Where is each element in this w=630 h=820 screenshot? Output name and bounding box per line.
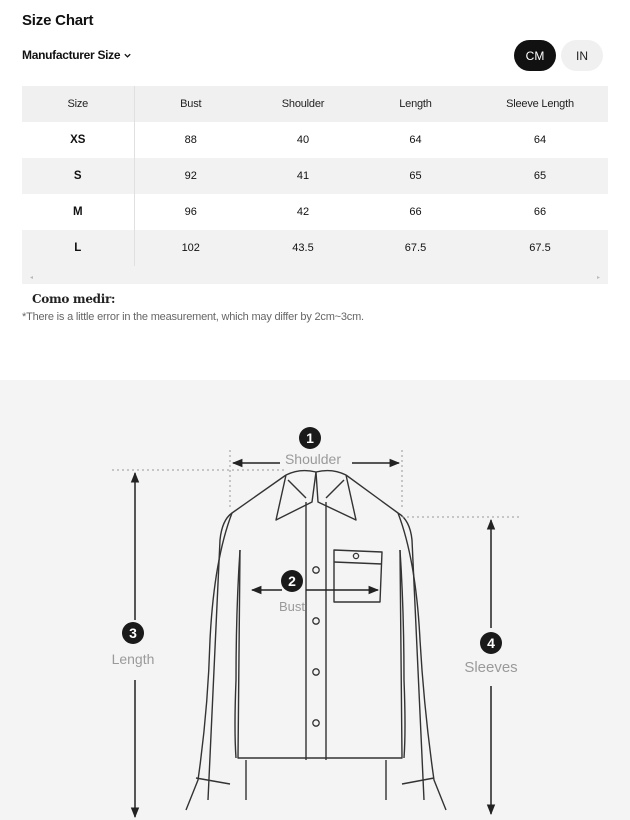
marker-shoulder	[285, 427, 341, 467]
marker-label: Length	[111, 651, 155, 667]
marker-label: Bust	[278, 599, 306, 614]
table-cell: 102	[181, 242, 200, 254]
manufacturer-size-label: Manufacturer Size	[22, 48, 121, 62]
size-table	[22, 86, 609, 266]
column-header: Size	[22, 86, 134, 122]
table-cell: 43.5	[292, 242, 314, 254]
size-cell: XS	[22, 122, 134, 158]
measurement-diagram	[0, 380, 630, 820]
marker-label: Sleeves	[464, 659, 518, 676]
column-header: Length	[399, 98, 432, 110]
table-cell: 65	[533, 170, 547, 182]
table-row	[22, 122, 608, 158]
table-cell: 66	[409, 206, 422, 218]
column-header: Sleeve Length	[506, 98, 574, 110]
column-header: Shoulder	[281, 98, 325, 110]
scroll-right-icon[interactable]: ▸	[596, 274, 600, 281]
table-cell: 96	[184, 206, 197, 218]
shirt-buttons	[313, 553, 359, 726]
table-row	[22, 230, 608, 266]
size-cell: M	[22, 194, 134, 230]
column-header: Bust	[180, 98, 202, 110]
table-cell: 64	[533, 134, 547, 146]
shirt-illustration	[186, 471, 446, 810]
table-cell: 66	[533, 206, 547, 218]
size-cell: L	[22, 230, 134, 266]
horizontal-scrollbar[interactable]	[22, 270, 608, 284]
marker-length	[112, 622, 155, 667]
marker-label: Shoulder	[284, 451, 342, 467]
unit-cm-button[interactable]: CM	[514, 40, 556, 71]
chevron-down-icon	[123, 51, 132, 60]
marker-number: 3	[129, 625, 137, 641]
size-table-container	[22, 86, 608, 284]
table-cell: 92	[184, 170, 197, 182]
measurement-note: *There is a little error in the measurement, which may differ by 2cm~3cm.	[22, 311, 364, 323]
table-cell: 67.5	[404, 242, 427, 254]
marker-number: 4	[487, 635, 495, 651]
size-cell: S	[22, 158, 134, 194]
table-header-row	[22, 86, 608, 122]
table-cell: 40	[296, 134, 310, 146]
shirt-diagram-svg	[0, 380, 630, 820]
marker-sleeves	[464, 632, 517, 676]
table-cell: 42	[296, 206, 310, 218]
page-title: Size Chart	[22, 12, 94, 29]
table-cell: 88	[184, 134, 197, 146]
scroll-left-icon[interactable]: ◂	[30, 274, 34, 281]
table-cell: 41	[296, 170, 310, 182]
table-cell: 67.5	[529, 242, 551, 254]
manufacturer-size-dropdown[interactable]	[22, 48, 132, 62]
table-cell: 65	[409, 170, 422, 182]
unit-in-button[interactable]: IN	[561, 40, 603, 71]
marker-number: 1	[306, 430, 314, 446]
how-to-measure-title: Como medir:	[32, 292, 116, 306]
table-cell: 64	[409, 134, 422, 146]
marker-number: 2	[288, 573, 296, 589]
table-row	[22, 194, 608, 230]
table-row	[22, 158, 608, 194]
marker-bust	[279, 570, 305, 614]
